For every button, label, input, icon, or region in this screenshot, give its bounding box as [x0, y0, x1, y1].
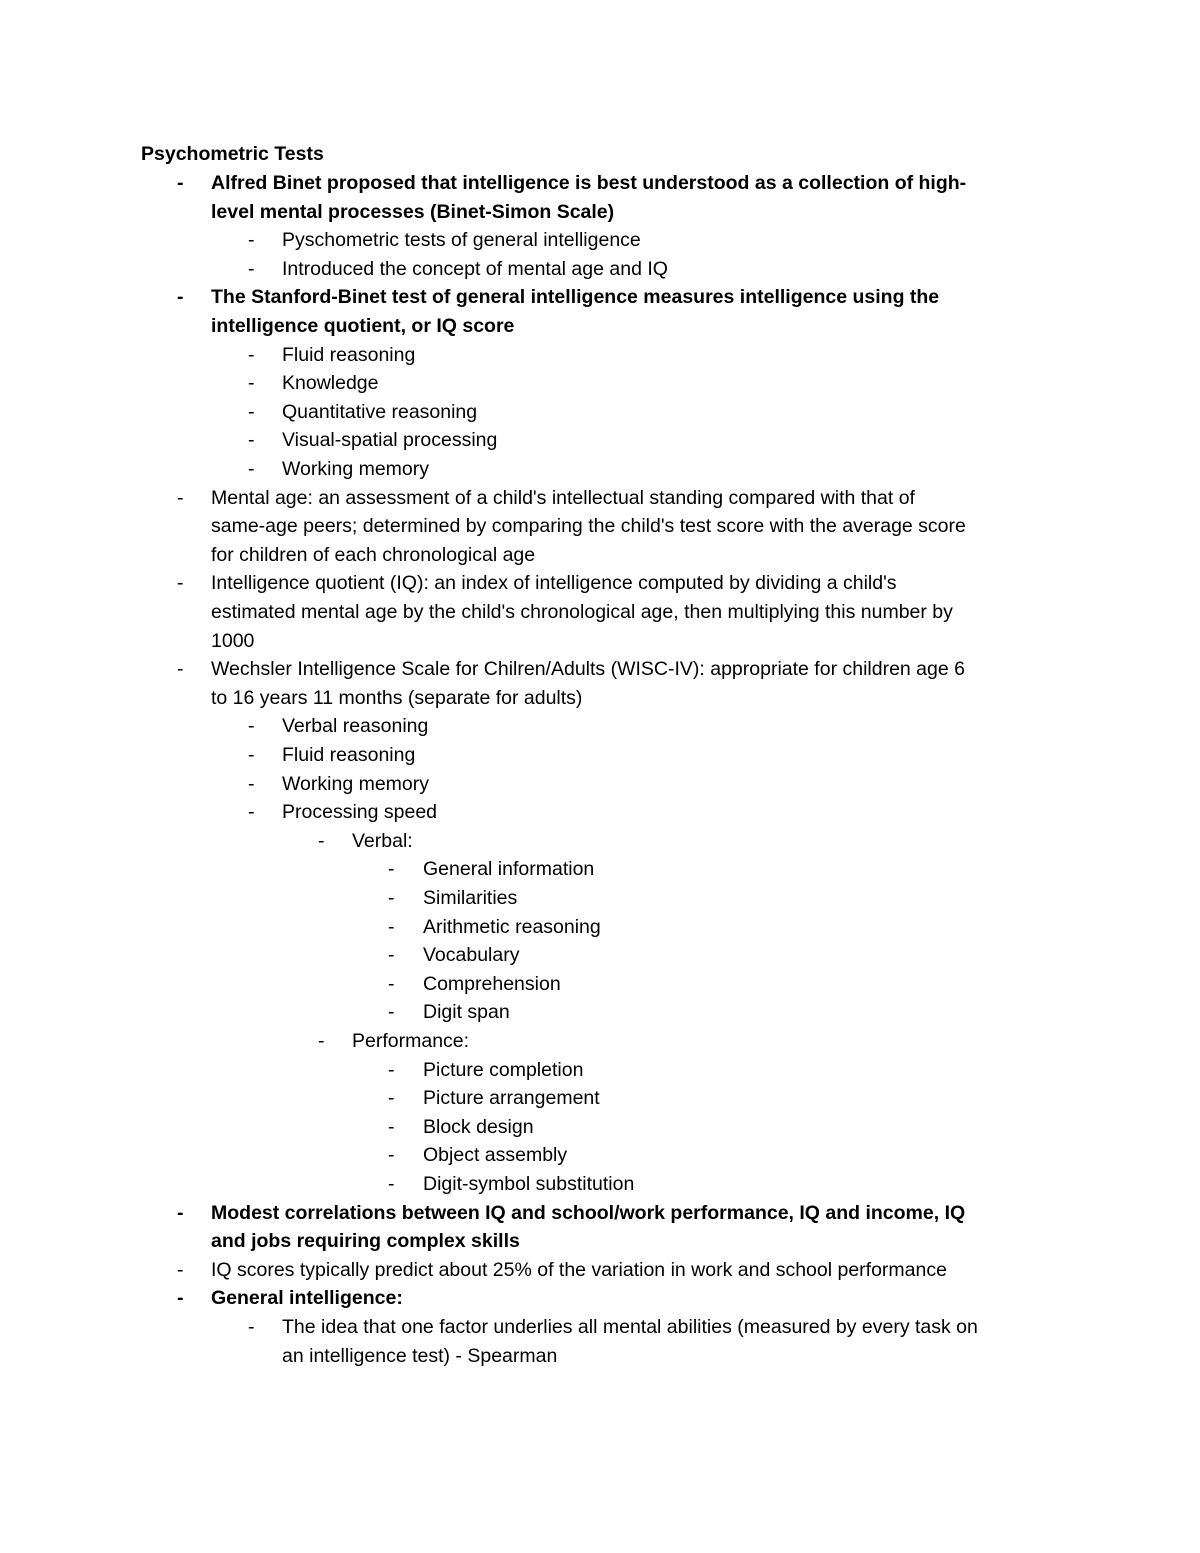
- list-item-text: Fluid reasoning: [282, 343, 416, 366]
- bullet-dash: -: [177, 1201, 184, 1224]
- list-item-text: Picture arrangement: [423, 1087, 600, 1110]
- list-item-text: Digit span: [423, 1001, 510, 1024]
- bullet-dash: -: [248, 458, 255, 480]
- list-item-text: Working memory: [282, 458, 430, 480]
- list-item-text: IQ scores typically predict about 25% of the variation in work and school performance: [211, 1258, 947, 1281]
- bullet-dash: -: [388, 1058, 395, 1081]
- list-item-text: Comprehension: [423, 972, 561, 995]
- bullet-dash: -: [388, 1144, 395, 1167]
- bullet-dash: -: [248, 772, 255, 795]
- list-item-text: Introduced the concept of mental age and IQ: [282, 257, 668, 280]
- bullet-dash: -: [388, 1087, 395, 1110]
- bullet-dash: -: [388, 1115, 395, 1138]
- bullet-dash: -: [177, 1258, 184, 1281]
- bullet-dash: -: [388, 944, 395, 967]
- bullet-dash: -: [248, 343, 255, 366]
- list-item-text: Verbal:: [352, 829, 413, 852]
- list-item-text: Working memory: [282, 772, 430, 795]
- list-item-text: Intelligence quotient (IQ): an index of intelligence computed by dividing a child's: [211, 572, 897, 595]
- bullet-dash: -: [177, 658, 184, 681]
- bullet-dash: -: [248, 1316, 255, 1338]
- bullet-dash: -: [177, 172, 184, 194]
- list-item-text: Vocabulary: [423, 944, 520, 967]
- list-item-text: level mental processes (Binet-Simon Scale): [211, 200, 615, 223]
- bullet-dash: -: [248, 801, 255, 824]
- bullet-dash: -: [248, 372, 255, 395]
- list-item-text: The Stanford-Binet test of general intelligence measures intelligence using the: [211, 286, 940, 309]
- list-item-text: Arithmetic reasoning: [423, 915, 601, 938]
- list-item-text: estimated mental age by the child's chronological age, then multiplying this number by: [211, 601, 953, 623]
- list-item-text: Mental age: an assessment of a child's intellectual standing compared with that of: [211, 486, 915, 509]
- bullet-dash: -: [388, 915, 395, 938]
- bullet-dash: -: [248, 229, 255, 252]
- bullet-dash: -: [388, 887, 395, 909]
- list-item-text: Processing speed: [282, 801, 438, 824]
- bullet-dash: -: [388, 858, 395, 881]
- bullet-dash: -: [177, 572, 184, 595]
- list-item-text: Digit-symbol substitution: [423, 1173, 635, 1195]
- list-item-text: intelligence quotient, or IQ score: [211, 315, 515, 337]
- bullet-dash: -: [318, 1030, 325, 1052]
- list-item-text: same-age peers; determined by comparing the child's test score with the average score: [211, 515, 966, 538]
- bullet-dash: -: [318, 829, 325, 852]
- list-item-text: Wechsler Intelligence Scale for Chilren/Adults (WISC-IV): appropriate for children age 6: [211, 658, 965, 681]
- list-item-text: General intelligence:: [211, 1287, 403, 1310]
- bullet-dash: -: [248, 429, 255, 452]
- list-item-text: Verbal reasoning: [282, 715, 429, 738]
- list-item-text: to 16 years 11 months (separate for adults): [211, 686, 583, 709]
- list-item-text: Quantitative reasoning: [282, 400, 478, 423]
- list-item-text: for children of each chronological age: [211, 543, 536, 566]
- list-item-text: Alfred Binet proposed that intelligence is best understood as a collection of high-: [211, 172, 967, 194]
- list-item-text: an intelligence test) - Spearman: [282, 1344, 558, 1367]
- list-item-text: Object assembly: [423, 1144, 568, 1167]
- list-item-text: Fluid reasoning: [282, 744, 416, 766]
- list-item-text: Pyschometric tests of general intelligence: [282, 229, 641, 252]
- page-title: Psychometric Tests: [141, 143, 324, 165]
- bullet-dash: -: [248, 400, 255, 423]
- bullet-dash: -: [388, 1173, 395, 1195]
- bullet-dash: -: [388, 1001, 395, 1024]
- bullet-dash: -: [248, 744, 255, 766]
- list-item-text: Modest correlations between IQ and school/work performance, IQ and income, IQ: [211, 1201, 966, 1224]
- bullet-dash: -: [177, 486, 184, 509]
- list-item-text: Block design: [423, 1115, 534, 1138]
- list-item-text: The idea that one factor underlies all mental abilities (measured by every task on: [282, 1316, 978, 1338]
- list-item-text: Picture completion: [423, 1058, 584, 1081]
- bullet-dash: -: [388, 972, 395, 995]
- list-item-text: Knowledge: [282, 372, 379, 395]
- list-item-text: Visual-spatial processing: [282, 429, 498, 452]
- bullet-dash: -: [177, 286, 184, 309]
- bullet-dash: -: [248, 715, 255, 738]
- list-item-text: 1000: [211, 629, 255, 652]
- bullet-dash: -: [177, 1287, 184, 1310]
- list-item-text: General information: [423, 858, 595, 881]
- list-item-text: Similarities: [423, 887, 518, 909]
- list-item-text: and jobs requiring complex skills: [211, 1230, 520, 1253]
- list-item-text: Performance:: [352, 1030, 470, 1052]
- bullet-dash: -: [248, 257, 255, 280]
